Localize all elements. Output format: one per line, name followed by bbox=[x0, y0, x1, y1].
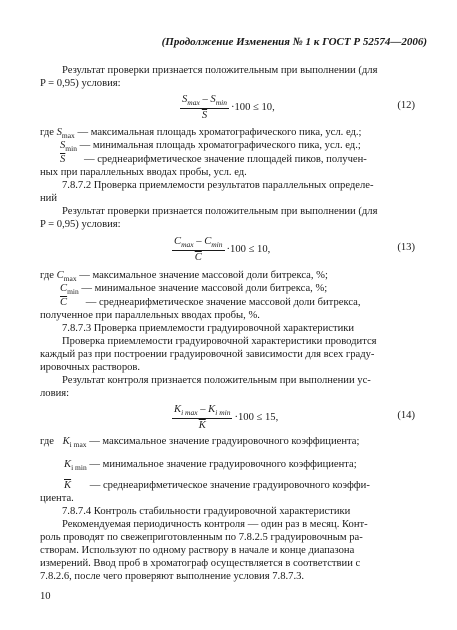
equation-number: (12) bbox=[397, 100, 415, 111]
definition-row: $S_{min}$ — минимальная площадь хроматографического пика, усл. ед.; bbox=[60, 140, 361, 154]
paragraph-line: Проверка приемлемости градуировочной характеристики проводится bbox=[62, 336, 377, 347]
definition-row: $\overline{C}$ — среднеарифметическое значение массовой доли битрекса, bbox=[60, 297, 361, 308]
section-heading: ний bbox=[40, 193, 58, 204]
page-header: (Продолжение Изменения № 1 к ГОСТ Р 52574—2006) bbox=[161, 36, 427, 48]
formula-13: $\frac{C_{max} - C_{min}}{C}$ ·100 ≤ 10, bbox=[174, 236, 271, 263]
section-heading: 7.8.7.4 Контроль стабильности градуировочной характеристики bbox=[62, 506, 351, 517]
definition-continuation: полученное при параллельных вводах пробы, %. bbox=[40, 310, 260, 321]
paragraph-line: Результат контроля признается положительным при выполнении ус- bbox=[62, 375, 371, 386]
paragraph-line: 7.8.2.6, после чего проверяют выполнение условия 7.8.7.3. bbox=[40, 571, 305, 582]
paragraph-line: роль проводят по свежеприготовленным по 7.8.2.5 градуировочным ра- bbox=[40, 532, 363, 543]
intro-text: P = 0,95) условия: bbox=[40, 219, 121, 230]
definition-row: где $S_{max}$ — максимальная площадь хроматографического пика, усл. ед.; bbox=[40, 127, 362, 141]
definition-row: $\overline{K}$ — среднеарифметическое значение градуировочного коэффи- bbox=[64, 480, 370, 491]
formula-14: $\frac{K_{i max} - K_{i min}}{K}$ ·100 ≤ 15, bbox=[174, 404, 279, 431]
definition-continuation: циента. bbox=[40, 493, 74, 504]
definition-row: $C_{min}$ — минимальное значение массовой доли битрекса, %; bbox=[60, 283, 328, 297]
paragraph-line: ловия: bbox=[40, 388, 70, 399]
paragraph-line: каждый раз при построении градуировочной зависимости для всех граду- bbox=[40, 349, 375, 360]
section-heading: 7.8.7.2 Проверка приемлемости результатов параллельных определе- bbox=[62, 180, 374, 191]
paragraph-line: Рекомендуемая периодичность контроля — один раз в месяц. Конт- bbox=[62, 519, 368, 530]
equation-number: (13) bbox=[397, 242, 415, 253]
equation-number: (14) bbox=[397, 410, 415, 421]
page-number: 10 bbox=[40, 591, 51, 602]
intro-text: Результат проверки признается положительным при выполнении (для bbox=[62, 65, 378, 76]
formula-12: $\frac{S_{max} - S_{min}}{S}$ ·100 ≤ 10, bbox=[182, 94, 275, 121]
paragraph-line: створам. Используют по одному раствору в начале и конце диапазона bbox=[40, 545, 355, 556]
intro-text: Результат проверки признается положительным при выполнении (для bbox=[62, 206, 378, 217]
paragraph-line: ировочных растворов. bbox=[40, 362, 141, 373]
definition-continuation: ных при параллельных вводах пробы, усл. ед. bbox=[40, 167, 247, 178]
definition-row: где $C_{max}$ — максимальное значение массовой доли битрекса, %; bbox=[40, 270, 328, 284]
paragraph-line: измерений. Ввод проб в хроматограф осуществляется в соответствии с bbox=[40, 558, 361, 569]
intro-text: P = 0,95) условия: bbox=[40, 78, 121, 89]
definition-row: $K_{i min}$ — минимальное значение градуировочного коэффициента; bbox=[64, 459, 357, 473]
definition-row: $\overline{S}$ — среднеарифметическое значение площадей пиков, получен- bbox=[60, 154, 367, 165]
definition-row: где $K_{i max}$ — максимальное значение градуировочного коэффициента; bbox=[40, 436, 360, 450]
section-heading: 7.8.7.3 Проверка приемлемости градуировочной характеристики bbox=[62, 323, 355, 334]
